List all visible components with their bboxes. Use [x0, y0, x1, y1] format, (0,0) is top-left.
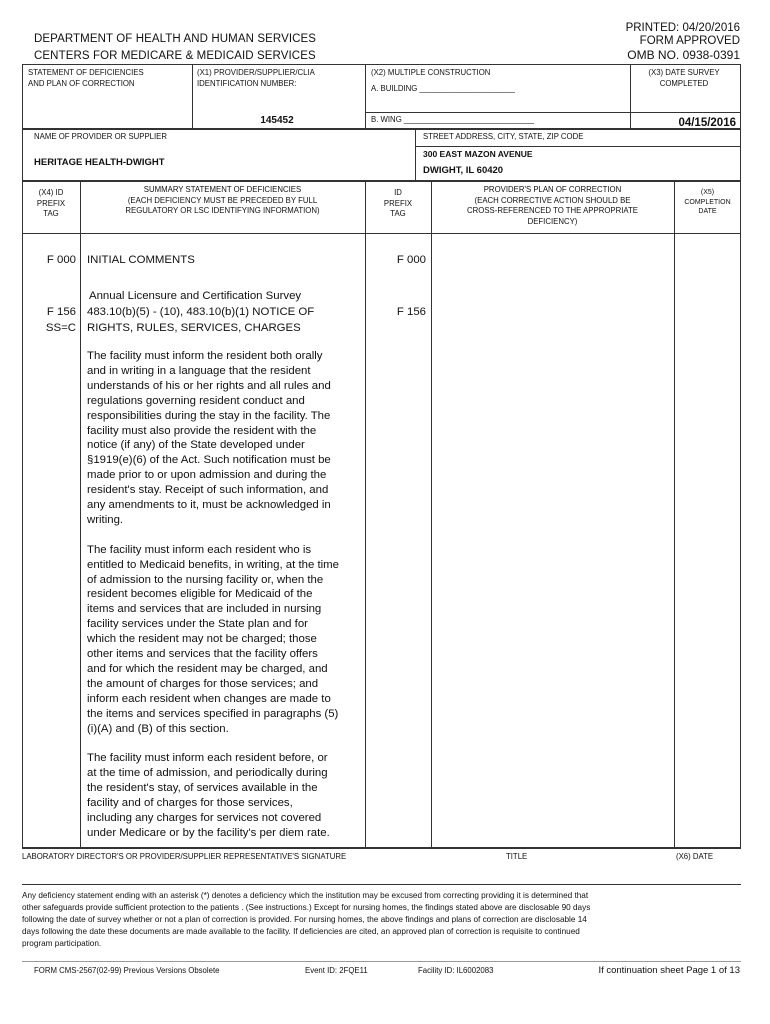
building-label: A. BUILDING ______________________ [371, 84, 515, 93]
plan-column-header: PROVIDER'S PLAN OF CORRECTION (EACH CORRECTIVE ACTION SHOULD BE CROSS-REFERENCED TO THE APPROPRIATE DEFICIENCY) [467, 185, 638, 226]
statement-label: STATEMENT OF DEFICIENCIES AND PLAN OF CORRECTION [28, 68, 144, 88]
right-tag-f000: F 000 [396, 254, 426, 266]
x2-label: (X2) MULTIPLE CONSTRUCTION [371, 68, 491, 77]
title-label: TITLE [506, 852, 528, 861]
deficiency-text [87, 349, 362, 856]
department-name: DEPARTMENT OF HEALTH AND HUMAN SERVICES [34, 33, 317, 45]
x4-column-header: (X4) ID PREFIX TAG [36, 188, 66, 218]
omb-number: OMB NO. 0938-0391 [627, 48, 740, 62]
event-id: Event ID: 2FQE11 [305, 966, 368, 975]
intro-text: Annual Licensure and Certification Survey [89, 290, 302, 302]
x6-date-label: (X6) DATE [676, 852, 714, 861]
right-tag-f156: F 156 [396, 306, 426, 318]
survey-completed-date: 04/15/2016 [678, 117, 736, 129]
address-label: STREET ADDRESS, CITY, STATE, ZIP CODE [423, 132, 584, 141]
summary-column-header: SUMMARY STATEMENT OF DEFICIENCIES (EACH DEFICIENCY MUST BE PRECEDED BY FULL REGULATORY OR LSC IDENTIFYING INFORMATION) [125, 185, 320, 215]
page-indicator: If continuation sheet Page 1 of 13 [598, 965, 740, 976]
signature-label: LABORATORY DIRECTOR'S OR PROVIDER/SUPPLIER REPRESENTATIVE'S SIGNATURE [22, 852, 347, 861]
x5-column-header: (X5) COMPLETION DATE [684, 189, 731, 215]
x1-label: (X1) PROVIDER/SUPPLIER/CLIA IDENTIFICATION NUMBER: [197, 68, 315, 88]
form-approved: FORM APPROVED [639, 35, 740, 47]
id-column-header: ID PREFIX TAG [383, 188, 413, 218]
tag-f156: F 156 [46, 306, 76, 318]
provider-number: 145452 [260, 115, 294, 126]
provider-name: HERITAGE HEALTH-DWIGHT [34, 157, 165, 168]
entry-title-f156: 483.10(b)(5) - (10), 483.10(b)(1) NOTICE OF RIGHTS, RULES, SERVICES, CHARGES [87, 306, 315, 334]
form-number: FORM CMS-2567(02-99) Previous Versions Obsolete [34, 966, 220, 975]
wing-label: B. WING ______________________________ [371, 115, 535, 124]
disclaimer-text: Any deficiency statement ending with an asterisk (*) denotes a deficiency which the institution may be excused from correcting providing it is determined that other safeguards provide sufficient protection to the patients . (See instructions.) Except for nursing homes, the findings stated above are disclosable 90 days following the date of survey whether or not a plan of correction is provided. For nursing homes, the above findings and plans of correction are disclosable 14 days following the date these documents are made available to the facility. If deficiencies are cited, an approved plan of correction is requisite to continued program participation. [22, 891, 591, 949]
city-state-zip: DWIGHT, IL 60420 [423, 165, 504, 176]
printed-date: PRINTED: 04/20/2016 [625, 22, 740, 34]
scope-severity: SS=C [45, 322, 76, 334]
street-address: 300 EAST MAZON AVENUE [423, 149, 533, 159]
centers-name: CENTERS FOR MEDICARE & MEDICAID SERVICES [34, 50, 316, 62]
x3-label: (X3) DATE SURVEY COMPLETED [648, 68, 720, 88]
tag-f000: F 000 [46, 254, 76, 266]
provider-name-label: NAME OF PROVIDER OR SUPPLIER [34, 132, 168, 141]
paragraph-1: The facility must inform the resident both orally and in writing in a language that the resident understands of his or her rights and all rules and regulations governing resident conduct and responsibilities during the stay in the facility. The facility must also provide the resident with the notice (if any) of the State developed under §1919(e)(6) of the Act. Such notification must be made prior to or upon admission and during the resident's stay. Receipt of such information, and any amendments to it, must be acknowledged in writing. [87, 350, 331, 526]
paragraph-2: The facility must inform each resident who is entitled to Medicaid benefits, in writing, at the time of admission to the nursing facility or, when the resident becomes eligible for Medicaid of the items and services that are included in nursing facility services under the State plan and for which the resident may not be charged; those other items and services that the facility offers and for which the resident may be charged, and the amount of charges for those services; and inform each resident when changes are made to the items and services specified in paragraphs (5) (i)(A) and (B) of this section. [87, 543, 339, 735]
entry-title-initial-comments: INITIAL COMMENTS [87, 254, 195, 266]
facility-id: Facility ID: IL6002083 [418, 966, 494, 975]
paragraph-3: The facility must inform each resident before, or at the time of admission, and periodically during the resident's stay, of services available in the facility and of charges for those services, including any charges for services not covered under Medicare or by the facility's per diem rate. [87, 752, 330, 839]
